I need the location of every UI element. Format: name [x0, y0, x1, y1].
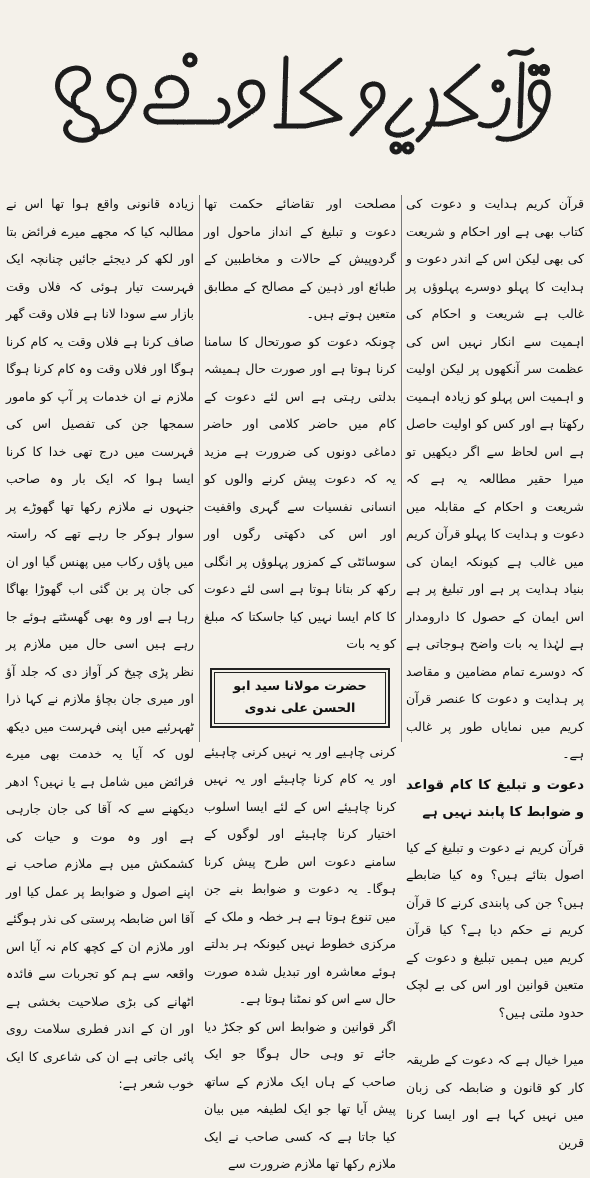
- article-header: [0, 0, 590, 190]
- paragraph: مصلحت اور تقاضائے حکمت تھا دعوت و تبلیغ کے انداز ماحول اور گردوپیش کے حالات و مخاطبین کے طبائع اور ذہین کے مصالح کے مطابق متعین ہوتے ہیں۔: [204, 196, 396, 321]
- column-left: [6, 190, 194, 1091]
- paragraph: قرآن کریم نے دعوت و تبلیغ کے کیا اصول بتائے ہیں؟ وہ کیا ضابطے ہیں؟ جن کی پابندی کرنے کا قرآن کریم نے حکم دیا ہے؟ کیا قرآن کریم میں ہمیں تبلیغ و دعوت کے متعین قوانین اور اس کی بے لچک حدود ملتی ہیں؟: [406, 839, 584, 1020]
- author-banner: [210, 668, 390, 728]
- author-name: حضرت مولانا سید ابو الحسن علی ندوی: [214, 672, 386, 724]
- calligraphic-title: [40, 30, 550, 180]
- section-heading: دعوت و تبلیغ کا کام قواعد و ضوابط کا پابند نہیں ہے: [406, 777, 584, 820]
- paragraph: کرنی چاہیے اور یہ نہیں کرنی چاہیئے اور یہ کام کرنا چاہیئے اور یہ نہیں کرنا چاہیئے اس کے لئے ایسا اسلوب اختیار کرنا چاہیئے اور لوگوں کے سامنے دعوت اس طرح پیش کرنا ہوگا۔ یہ دعوت و ضوابط بنے جن میں تنوع ہوتا ہے ہر خطہ و ملک کے مرکزی خطوط نہیں کیونکہ ہر بدلتے ہوئے معاشرہ اور تبدیل شدہ صورت حال سے اس کو نمٹنا ہوتا ہے۔: [204, 743, 396, 1006]
- column-middle: [204, 190, 396, 1171]
- paragraph: اگر قوانین و ضوابط اس کو جکڑ دیا جائے تو وہی حال ہوگا جو ایک صاحب کے ہاں ایک ملازم کے ساتھ پیش آیا تھا جو ایک لطیفہ میں بیان کیا جاتا ہے کہ کسی صاحب نے ایک ملازم رکھا تھا ملازم ضرورت سے: [204, 1018, 396, 1171]
- paragraph-spacer: [406, 1026, 584, 1046]
- column-right: [406, 190, 584, 1150]
- paragraph: زیادہ قانونی واقع ہوا تھا اس نے مطالبہ کیا کہ مجھے میرے فرائض بتا اور لکھ کر دیجئے جائیں چنانچہ ایک فہرست تیار ہوئی کہ فلاں وقت بازار سے سودا لانا ہے فلاں وقت گھر صاف کرنا ہے فلاں وقت یہ کام کرنا ہوگا اور فلاں وقت وہ کام کرنا ہوگا ملازم نے ان خدمات پر آپ کو مامور سمجھا جن کی تفصیل اس کی فہرست میں درج تھی خدا کا کرنا ایسا ہوا کہ ایک بار وہ صاحب جنہوں نے ملازم رکھا تھا گھوڑے پر سوار ہوکر جا رہے تھے کہ راستہ میں پاؤں رکاب میں پھنس گیا اور ان کی جان پر بن گئی اب گھوڑا بھاگا رہا ہے اور وہ بھی گھسٹتے ہوئے جا رہے ہیں اسی حال میں ملازم پر نظر پڑی چیخ کر آواز دی کہ جلد آؤ اور میری جان بچاؤ ملازم نے کہا ذرا ٹھہرئیے میں اپنی فہرست میں دیکھ لوں کہ آیا یہ خدمت بھی میرے فرائض میں شامل ہے یا نہیں؟ ادھر دیکھنے سے کہ آقا کی جان جارہی ہے اور وہ موت و حیات کی کشمکش میں ہے ملازم صاحب نے اپنے اصول و ضوابط پر عمل کیا اور آقا اس ضابطہ پرستی کی نذر ہوگئے اور ملازم ان کے کچھ کام نہ آیا اس واقعہ سے ہم کو تجربات سے فائدہ اٹھانے کی بڑی صلاحیت بخشی ہے اور ان کے اندر فطری سلامت روی پائی جاتی ہے ان کی شاعری کا ایک خوب شعر ہے:: [6, 196, 194, 1091]
- paragraph: چونکہ دعوت کو صورتحال کا سامنا کرنا ہوتا ہے اور صورت حال ہمیشہ بدلتی رہتی ہے اس لئے دعوت کے کام میں حاضر کلامی اور حاضر دماغی دونوں کی ضرورت ہے مزید یہ کہ دعوت پیش کرنے والوں کو انسانی نفسیات سے گہری واقفیت اور اس کی دکھتی رگوں اور سوسائٹی کے کمزور پہلوؤں پر انگلی رکھ کر بتانا ہوتا ہے اسی لئے دعوت کا کام ایسا نہیں کیا جاسکتا کہ مبلغ کو یہ بات: [204, 333, 396, 651]
- paragraph: میرا خیال ہے کہ دعوت کے طریقہ کار کو قانون و ضابطہ کی زبان میں نہیں کہا ہے اور ایسا کرنا قرین: [406, 1052, 584, 1150]
- column-divider-right: [401, 195, 402, 742]
- column-divider-left: [199, 195, 200, 742]
- paragraph: قرآن کریم ہدایت و دعوت کی کتاب بھی ہے اور احکام و شریعت کی بھی لیکن اس کے اندر دعوت و ہدایت کا پہلو دوسرے پہلوؤں پر غالب ہے شریعت و احکام کی اہمیت سے انکار نہیں اس کی عظمت سر آنکھوں پر لیکن اولیت و اہمیت اس پہلو کو زیادہ اہمیت رکھتا ہے اور کس کو اولیت حاصل ہے اس لحاظ سے اگر دیکھیں تو میرا حقیر مطالعہ یہ ہے کہ شریعت و احکام کے مقابلہ میں دعوت و ہدایت کا پہلو قرآن کریم میں غالب ہے کیونکہ ایمان کی بنیاد ہدایت پر ہے اور تبلیغ پر ہے اس ایمان کے حصول کا دارومدار ہے لہٰذا یہ بات واضح ہوجاتی ہے کہ دوسرے تمام مضامین و مقاصد پر ہدایت و دعوت کا عنصر قرآن کریم میں نمایاں طور پر غالب ہے۔: [406, 196, 584, 761]
